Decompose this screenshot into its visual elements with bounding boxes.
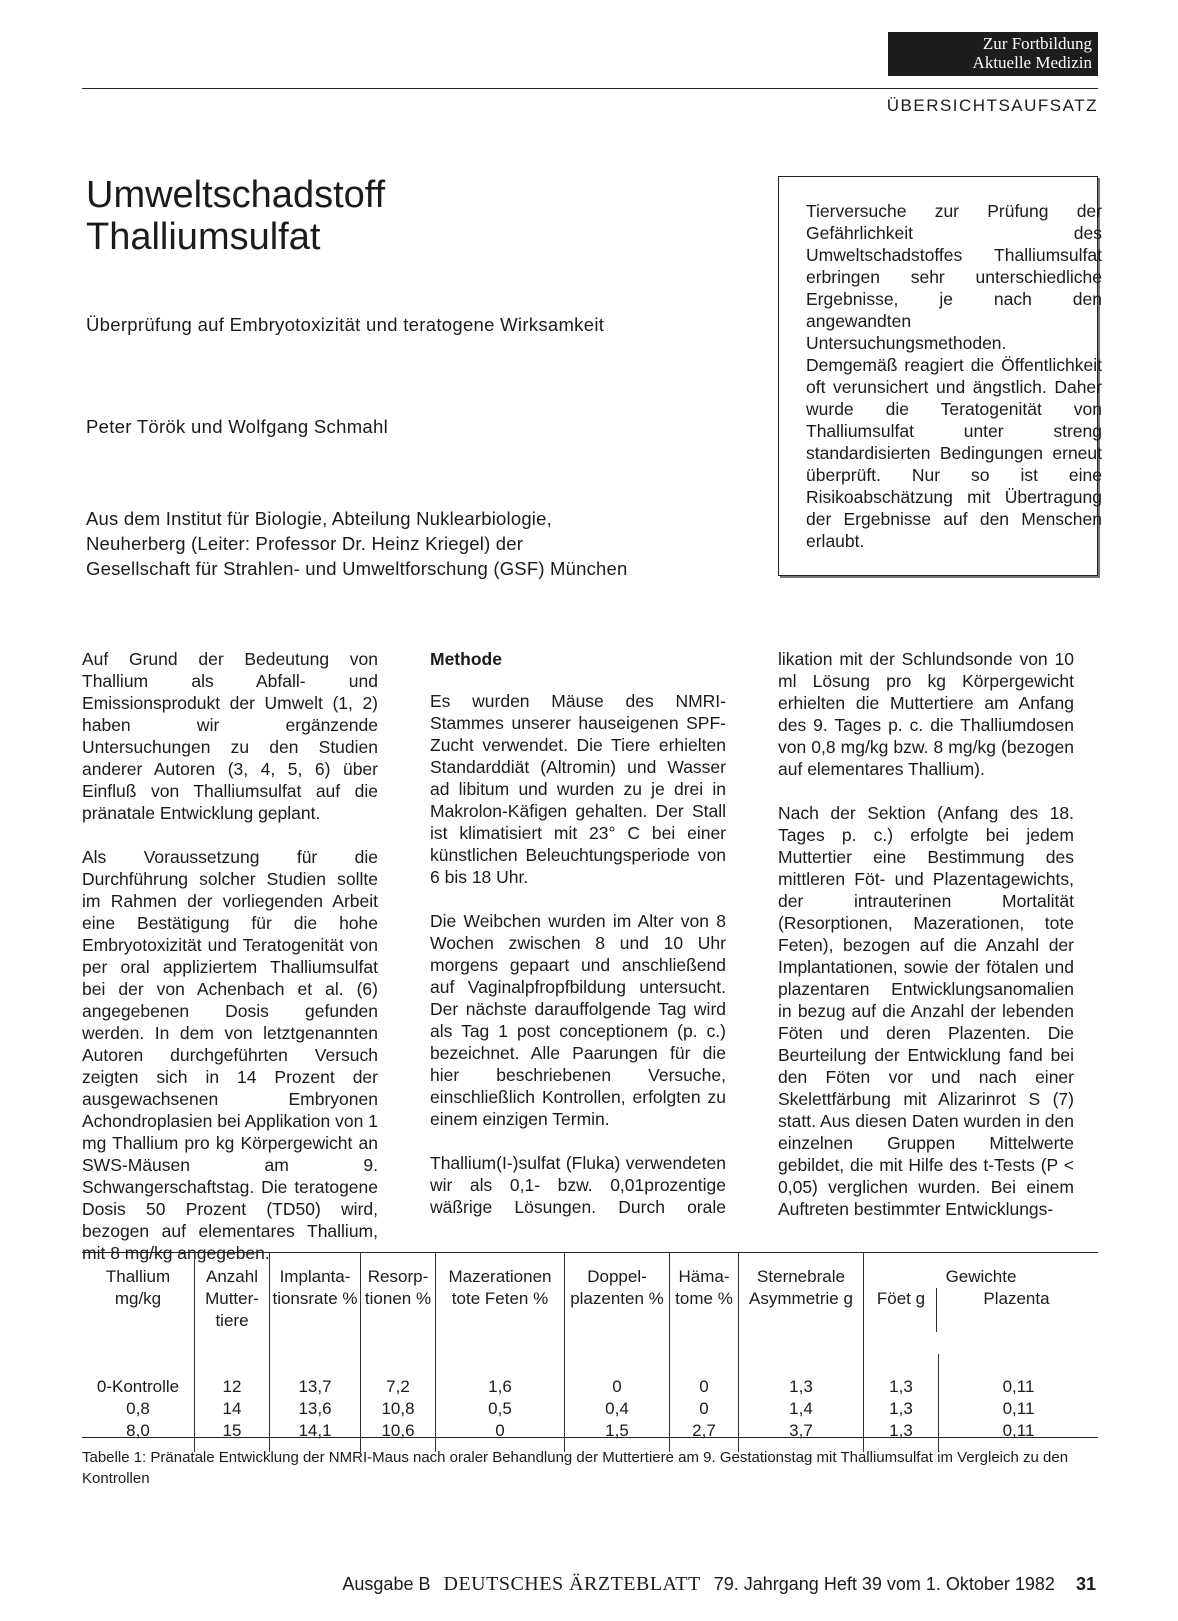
- table-cell: 3,7: [739, 1420, 864, 1452]
- footer-edition: Ausgabe B: [342, 1574, 431, 1594]
- table-cell: 0-Kontrolle: [96, 1377, 180, 1396]
- affiliation-line-3: Gesellschaft für Strahlen- und Umweltforschung (GSF) München: [86, 558, 628, 579]
- table-cell: 0,11: [939, 1354, 1099, 1398]
- table-caption: Tabelle 1: Pränatale Entwicklung der NMRI-Maus nach oraler Behandlung der Muttertiere am 9. Gestationstag mit Thalliumsulfat im Vergleich zu den Kontrollen: [82, 1449, 1069, 1487]
- paragraph: Auf Grund der Bedeutung von Thallium als Abfall- und Emissionsprodukt der Umwelt (1, 2) haben wir ergänzende Untersuchungen zu den Studien anderer Autoren (3, 4, 5, 6) über Einfluß von Thalliumsulfat auf die pränatale Entwicklung geplant.: [82, 649, 378, 823]
- paragraph: likation mit der Schlundsonde von 10 ml Lösung pro kg Körpergewicht erhielten die Muttertiere am Anfang des 9. Tages p. c. die Thalliumdosen von 0,8 mg/kg bzw. 8 mg/kg (bezogen auf elementares Thallium).: [778, 649, 1074, 779]
- header-gewichte-label: Gewichte: [945, 1267, 1017, 1286]
- table-cell: 0: [670, 1354, 739, 1398]
- table-cell: 0: [436, 1420, 565, 1452]
- section-badge: [888, 32, 1098, 76]
- table-cell: 12: [195, 1354, 270, 1398]
- table-cell: 13,7: [270, 1354, 361, 1398]
- header-mazerationen: Mazerationen tote Feten %: [436, 1252, 565, 1354]
- header-haematome: Häma-tome %: [670, 1252, 739, 1354]
- header-resorptionen: Resorp-tionen %: [361, 1252, 436, 1354]
- header-doppelplazenten: Doppel-plazenten %: [565, 1252, 670, 1354]
- abstract-text: Tierversuche zur Prüfung der Gefährlichkeit des Umweltschadstoffes Thalliumsulfat erbringen sehr unterschiedliche Ergebnisse, je nach den angewandten Untersuchungsmethoden. Demgemäß reagiert die Öffentlichkeit oft verunsichert und ängstlich. Daher wurde die Teratogenität von Thalliumsulfat unter streng standardisierten Bedingungen erneut überprüft. Nur so ist eine Risikoabschätzung mit Übertragung der Ergebnisse auf den Menschen erlaubt.: [806, 201, 1102, 551]
- table-row: [82, 1354, 1098, 1398]
- header-gewichte-sub: [866, 1288, 1096, 1332]
- table-cell: 0: [565, 1354, 670, 1398]
- table-cell: 14: [195, 1398, 270, 1420]
- header-gewichte: [864, 1252, 1099, 1354]
- table-cell: 0,8: [126, 1399, 150, 1418]
- table-cell: 13,6: [270, 1398, 361, 1420]
- header-foet: Föet g: [876, 1289, 926, 1308]
- title-line-2: Thalliumsulfat: [86, 216, 321, 258]
- badge-line-1: Zur Fortbildung: [982, 34, 1092, 53]
- table-cell: 2,7: [670, 1420, 739, 1452]
- table-cell: 1,3: [864, 1398, 939, 1420]
- table-cell: 1,4: [739, 1398, 864, 1420]
- text-column-2: [430, 648, 726, 1240]
- article-authors: Peter Török und Wolfgang Schmahl: [86, 416, 388, 437]
- paragraph: Thallium(I-)sulfat (Fluka) verwendeten wir als 0,1- bzw. 0,01prozentige wäßrige Lösungen. Durch orale: [430, 1153, 726, 1217]
- table-body: [82, 1354, 1098, 1452]
- title-line-1: Umweltschadstoff: [86, 174, 386, 216]
- paragraph: Als Voraussetzung für die Durchführung solcher Studien sollte im Rahmen der vorliegenden Arbeit eine Bestätigung für die hohe Embryotoxizität und Teratogenität von per oral appliziertem Thalliumsulfat bei der von Achenbach et al. (6) angegebenen Dosis gefunden werden. In dem von letztgenannten Autoren durchgeführten Versuch zeigten sich in 14 Prozent der ausgewachsenen Embryonen Achondroplasien bei Applikation von 1 mg Thallium pro kg Körpergewicht an SWS-Mäusen am 9. Schwangerschaftstag. Die teratogene Dosis 50 Prozent (TD50) wird, bezogen auf elementares Thallium, mit 8 mg/kg angegeben.: [82, 847, 378, 1263]
- page-number: 31: [1075, 1574, 1096, 1594]
- paragraph: Die Weibchen wurden im Alter von 8 Wochen zwischen 8 und 10 Uhr morgens gepaart und anschließend auf Vaginalpfropfbildung untersucht. Der nächste darauffolgende Tag wird als Tag 1 post conceptionem (p. c.) bezeichnet. Alle Paarungen für die hier beschriebenen Versuche, einschließlich Kontrollen, erfolgten zu einem einzigen Termin.: [430, 911, 726, 1129]
- table-cell: 0,11: [939, 1420, 1099, 1452]
- article-subtitle: Überprüfung auf Embryotoxizität und teratogene Wirksamkeit: [86, 314, 605, 335]
- table-cell: 0,11: [939, 1398, 1099, 1420]
- top-rule: [82, 88, 1098, 89]
- table-cell: 0: [670, 1398, 739, 1420]
- table-cell: 1,3: [864, 1354, 939, 1398]
- footer-journal: DEUTSCHES ÄRZTEBLATT: [443, 1573, 701, 1595]
- table-cell: 8,0: [126, 1421, 150, 1440]
- table-cell: 1,5: [565, 1420, 670, 1452]
- paragraph: Es wurden Mäuse des NMRI-Stammes unserer hauseigenen SPF-Zucht verwendet. Die Tiere erhielten Standarddiät (Altromin) und Wasser ad libitum und wurden zu je drei in Makrolon-Käfigen gehalten. Der Stall ist klimatisiert mit 23° C bei einer künstlichen Beleuchtungsperiode von 6 bis 18 Uhr.: [430, 691, 726, 887]
- header-thallium: Thallium mg/kg: [105, 1267, 171, 1308]
- footer-issue: 79. Jahrgang Heft 39 vom 1. Oktober 1982: [713, 1574, 1055, 1594]
- affiliation-line-2: Neuherberg (Leiter: Professor Dr. Heinz Kriegel) der: [86, 533, 524, 554]
- table-cell: 1,3: [864, 1420, 939, 1452]
- page-footer: [342, 1573, 1096, 1596]
- text-column-1: [82, 648, 378, 1286]
- table-row: [82, 1398, 1098, 1420]
- table-cell: 14,1: [270, 1420, 361, 1452]
- section-label: ÜBERSICHTSAUFSATZ: [886, 96, 1098, 115]
- results-table: [82, 1252, 1098, 1452]
- header-sternebrale: Sternebrale Asymmetrie g: [739, 1252, 864, 1354]
- article-title: [86, 174, 385, 258]
- table-cell: 1,6: [436, 1354, 565, 1398]
- header-implantationsrate: Implanta-tionsrate %: [270, 1252, 361, 1354]
- table-cell: 0,4: [565, 1398, 670, 1420]
- article-affiliation: [86, 506, 766, 581]
- table-cell: 7,2: [361, 1354, 436, 1398]
- header-plazenta: Plazenta: [936, 1288, 1096, 1332]
- header-anzahl: Anzahl Mutter-tiere: [195, 1252, 270, 1354]
- paragraph: Nach der Sektion (Anfang des 18. Tages p. c.) erfolgte bei jedem Muttertier eine Bestimmung des mittleren Föt- und Plazentagewichts, der intrauterinen Mortalität (Resorptionen, Mazerationen, tote Feten), bezogen auf die Anzahl der Implantationen, sowie der fötalen und plazentaren Entwicklungsanomalien in bezug auf die Anzahl der lebenden Föten und deren Plazenten. Die Beurteilung der Entwicklung fand bei den Föten vor und nach einer Skelettfärbung mit Alizarinrot S (7) statt. Aus diesen Daten wurden in den einzelnen Gruppen Mittelwerte gebildet, die mit Hilfe des t-Tests (P < 0,05) verglichen wurden. Bei einem Auftreten bestimmter Entwicklungs-: [778, 803, 1074, 1219]
- table-cell: 1,3: [739, 1354, 864, 1398]
- affiliation-line-1: Aus dem Institut für Biologie, Abteilung Nuklearbiologie,: [86, 508, 552, 529]
- text-column-3: [778, 648, 1074, 1242]
- table-header-row: [82, 1252, 1098, 1354]
- section-heading-methode: Methode: [430, 649, 502, 669]
- badge-line-2: Aktuelle Medizin: [972, 53, 1092, 72]
- table-cell: 0,5: [436, 1398, 565, 1420]
- table-cell: 10,6: [361, 1420, 436, 1452]
- table-cell: 10,8: [361, 1398, 436, 1420]
- table-cell: 15: [195, 1420, 270, 1452]
